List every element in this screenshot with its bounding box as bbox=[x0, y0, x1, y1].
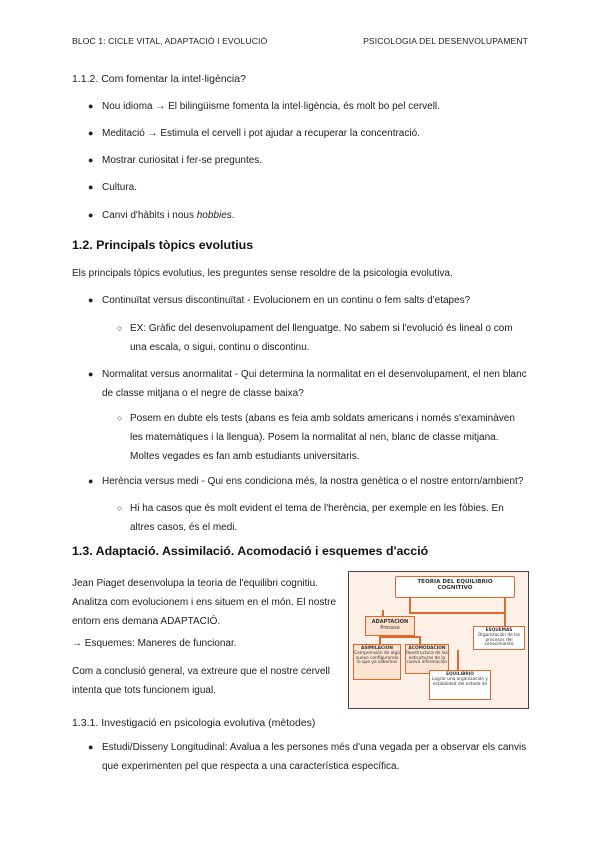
diagram-title-line: TEORIA DEL EQUILIBRIO bbox=[417, 579, 493, 585]
paragraph-conclusion bbox=[72, 662, 338, 700]
list-item-text: Meditació → Estimula el cervell i pot ajudar a recuperar la concentració. bbox=[102, 128, 420, 139]
asimilacion-label: ASIMILACION bbox=[361, 646, 393, 651]
sub-list-line: una escala, o sigui, continu o discontinu. bbox=[130, 342, 310, 353]
list-item-end: . bbox=[231, 210, 235, 221]
adaptacion-sub: Proceso bbox=[380, 624, 400, 631]
subsection-title-112: 1.1.2. Com fomentar la intel·ligència? bbox=[72, 73, 246, 85]
list-item: ● Herència versus medi - Qui ens condiciona més, la nostra genètica o el nostre entorn/ambient? bbox=[88, 476, 524, 487]
equilibrio-label: EQUILIBRIO bbox=[446, 672, 474, 677]
asimilacion-text: Comprensión de algo nuevo configurando lo que ya sabemos bbox=[354, 650, 400, 666]
section-title-12: 1.2. Principals tòpics evolutius bbox=[72, 238, 254, 252]
connector-line bbox=[504, 598, 506, 626]
list-item: ● Meditació → Estimula el cervell i pot ajudar a recuperar la concentració. bbox=[88, 128, 420, 139]
paragraph-line: Jean Piaget desenvolupa la teoria de l'equilibri cognitiu. bbox=[72, 578, 318, 589]
sub-list-line: EX: Gràfic del desenvolupament del llenguatge. No sabem si l'evolució és lineal o com bbox=[130, 323, 513, 334]
asimilacion-box bbox=[353, 644, 401, 680]
header-right: PSICOLOGIA DEL DESENVOLUPAMENT bbox=[363, 36, 528, 46]
esquemas-label: ESQUEMAS bbox=[485, 628, 513, 633]
sub-list-line: altres casos, és el medi. bbox=[130, 522, 238, 533]
sub-list-item: ○ EX: Gràfic del desenvolupament del llenguatge. No sabem si l'evolució és lineal o com una escala, o sigui, continu o discontinu. bbox=[130, 319, 530, 357]
paragraph-intro: Els principals tòpics evolutius, les preguntes sense resoldre de la psicologia evolutiva. bbox=[72, 268, 453, 279]
connector-line bbox=[409, 612, 504, 614]
list-item: ● Cultura. bbox=[88, 182, 138, 193]
paragraph-line: intenta que tots funcionem igual. bbox=[72, 685, 216, 696]
list-item-text: Mostrar curiositat i fer-se preguntes. bbox=[102, 155, 263, 166]
list-item-text: que experimenten pel que respecta a una característica específica. bbox=[102, 761, 400, 772]
list-item: ● Normalitat versus anormalitat - Qui determina la normalitat en el desenvolupament, el nen blanc de classe mitjana o el negre de classe baixa? bbox=[102, 365, 530, 403]
paragraph-line: Com a conclusió general, va extreure que el nostre cervell bbox=[72, 666, 330, 677]
sub-list-line: Moltes vegades es fan amb estudiants universitaris. bbox=[130, 451, 360, 462]
list-item-text: de classe mitjana o el negre de classe baixa? bbox=[102, 388, 304, 399]
equilibrio-text: Lograr una organización y estabilidad del estado de bbox=[432, 676, 488, 687]
sub-list-item: ○ Hi ha casos que és molt evident el tema de l'herència, per exemple en les fòbies. En altres casos, és el medi. bbox=[130, 499, 530, 537]
list-item-text: Normalitat versus anormalitat - Qui determina la normalitat en el desenvolupament, el nen blanc bbox=[102, 369, 527, 380]
acomodacion-label: ACOMODACION bbox=[408, 646, 446, 651]
section-title-13: 1.3. Adaptació. Assimilació. Acomodació i esquemes d'acció bbox=[72, 544, 429, 558]
list-item-text: Continuïtat versus discontinuïtat - Evolucionem en un continu o fem salts d'etapes? bbox=[102, 295, 471, 306]
connector-line bbox=[379, 636, 420, 638]
list-item-text: Estudi/Disseny Longitudinal: Avalua a les persones més d'una vegada per a observar els canvis bbox=[102, 742, 527, 753]
adaptacion-box bbox=[365, 616, 415, 636]
sub-list-item: ○ Posem en dubte els tests (abans es feia amb soldats americans i només s'examinàven les matemàtiques i la llengua). Posem la normalitat al nen, blanc de classe mitjana. Moltes vegades es fan amb estudiants universitaris. bbox=[130, 409, 530, 466]
diagram-title-line: COGNITIVO bbox=[437, 584, 473, 591]
sub-list-line: Posem en dubte els tests (abans es feia amb soldats americans i només s'examinàven bbox=[130, 413, 515, 424]
esquemas-box bbox=[473, 626, 525, 650]
equilibrio-box bbox=[429, 670, 491, 700]
adaptacion-label: ADAPTACION bbox=[371, 619, 409, 625]
header-left: BLOC 1: CICLE VITAL, ADAPTACIÓ I EVOLUCIÓ bbox=[72, 36, 268, 46]
list-item: ● Estudi/Disseny Longitudinal: Avalua a les persones més d'una vegada per a observar els canvis que experimenten pel que respecta a una característica específica. bbox=[102, 738, 530, 776]
paragraph-esquemes: → Esquemes: Maneres de funcionar. bbox=[72, 638, 237, 649]
hobbies-italic: hobbies bbox=[196, 210, 232, 221]
diagram-title-box bbox=[395, 576, 515, 598]
paragraph-line: entorn ens demana ADAPTACIÓ. bbox=[72, 616, 221, 627]
list-item: ● Nou idioma → El bilingüisme fomenta la intel·ligència, és molt bo pel cervell. bbox=[88, 101, 440, 112]
list-item: ● Canvi d'hàbits i nous hobbies. bbox=[88, 210, 235, 221]
paragraph-line: Analitza com evolucionem i ens situem en el món. El nostre bbox=[72, 597, 337, 608]
paragraph-piaget bbox=[72, 574, 338, 631]
list-item-text: Canvi d'hàbits i nous bbox=[102, 210, 194, 221]
list-item: ● Continuïtat versus discontinuïtat - Evolucionem en un continu o fem salts d'etapes? bbox=[88, 295, 471, 306]
list-item-text: Herència versus medi - Qui ens condiciona més, la nostra genètica o el nostre entorn/ambient? bbox=[102, 476, 524, 487]
esquemas-text: Organización de los procesos del conocimiento bbox=[477, 632, 521, 648]
acomodacion-text: Reestructura de las estructuras de la nueva información bbox=[406, 650, 448, 666]
connector-line bbox=[457, 650, 459, 670]
sub-list-line: Hi ha casos que és molt evident el tema de l'herència, per exemple en les fòbies. En bbox=[130, 503, 504, 514]
list-item-text: Nou idioma → El bilingüisme fomenta la intel·ligència, és molt bo pel cervell. bbox=[102, 101, 440, 112]
page-header bbox=[72, 36, 528, 50]
cognitive-equilibrium-diagram bbox=[348, 571, 529, 709]
sub-list-line: les matemàtiques i la llengua). Posem la normalitat al nen, blanc de classe mitjana. bbox=[130, 432, 499, 443]
list-item-text: Cultura. bbox=[102, 182, 138, 193]
subsection-title-131: 1.3.1. Investigació en psicologia evolutiva (mètodes) bbox=[72, 717, 316, 729]
list-item: ● Mostrar curiositat i fer-se preguntes. bbox=[88, 155, 263, 166]
connector-line bbox=[409, 598, 411, 612]
